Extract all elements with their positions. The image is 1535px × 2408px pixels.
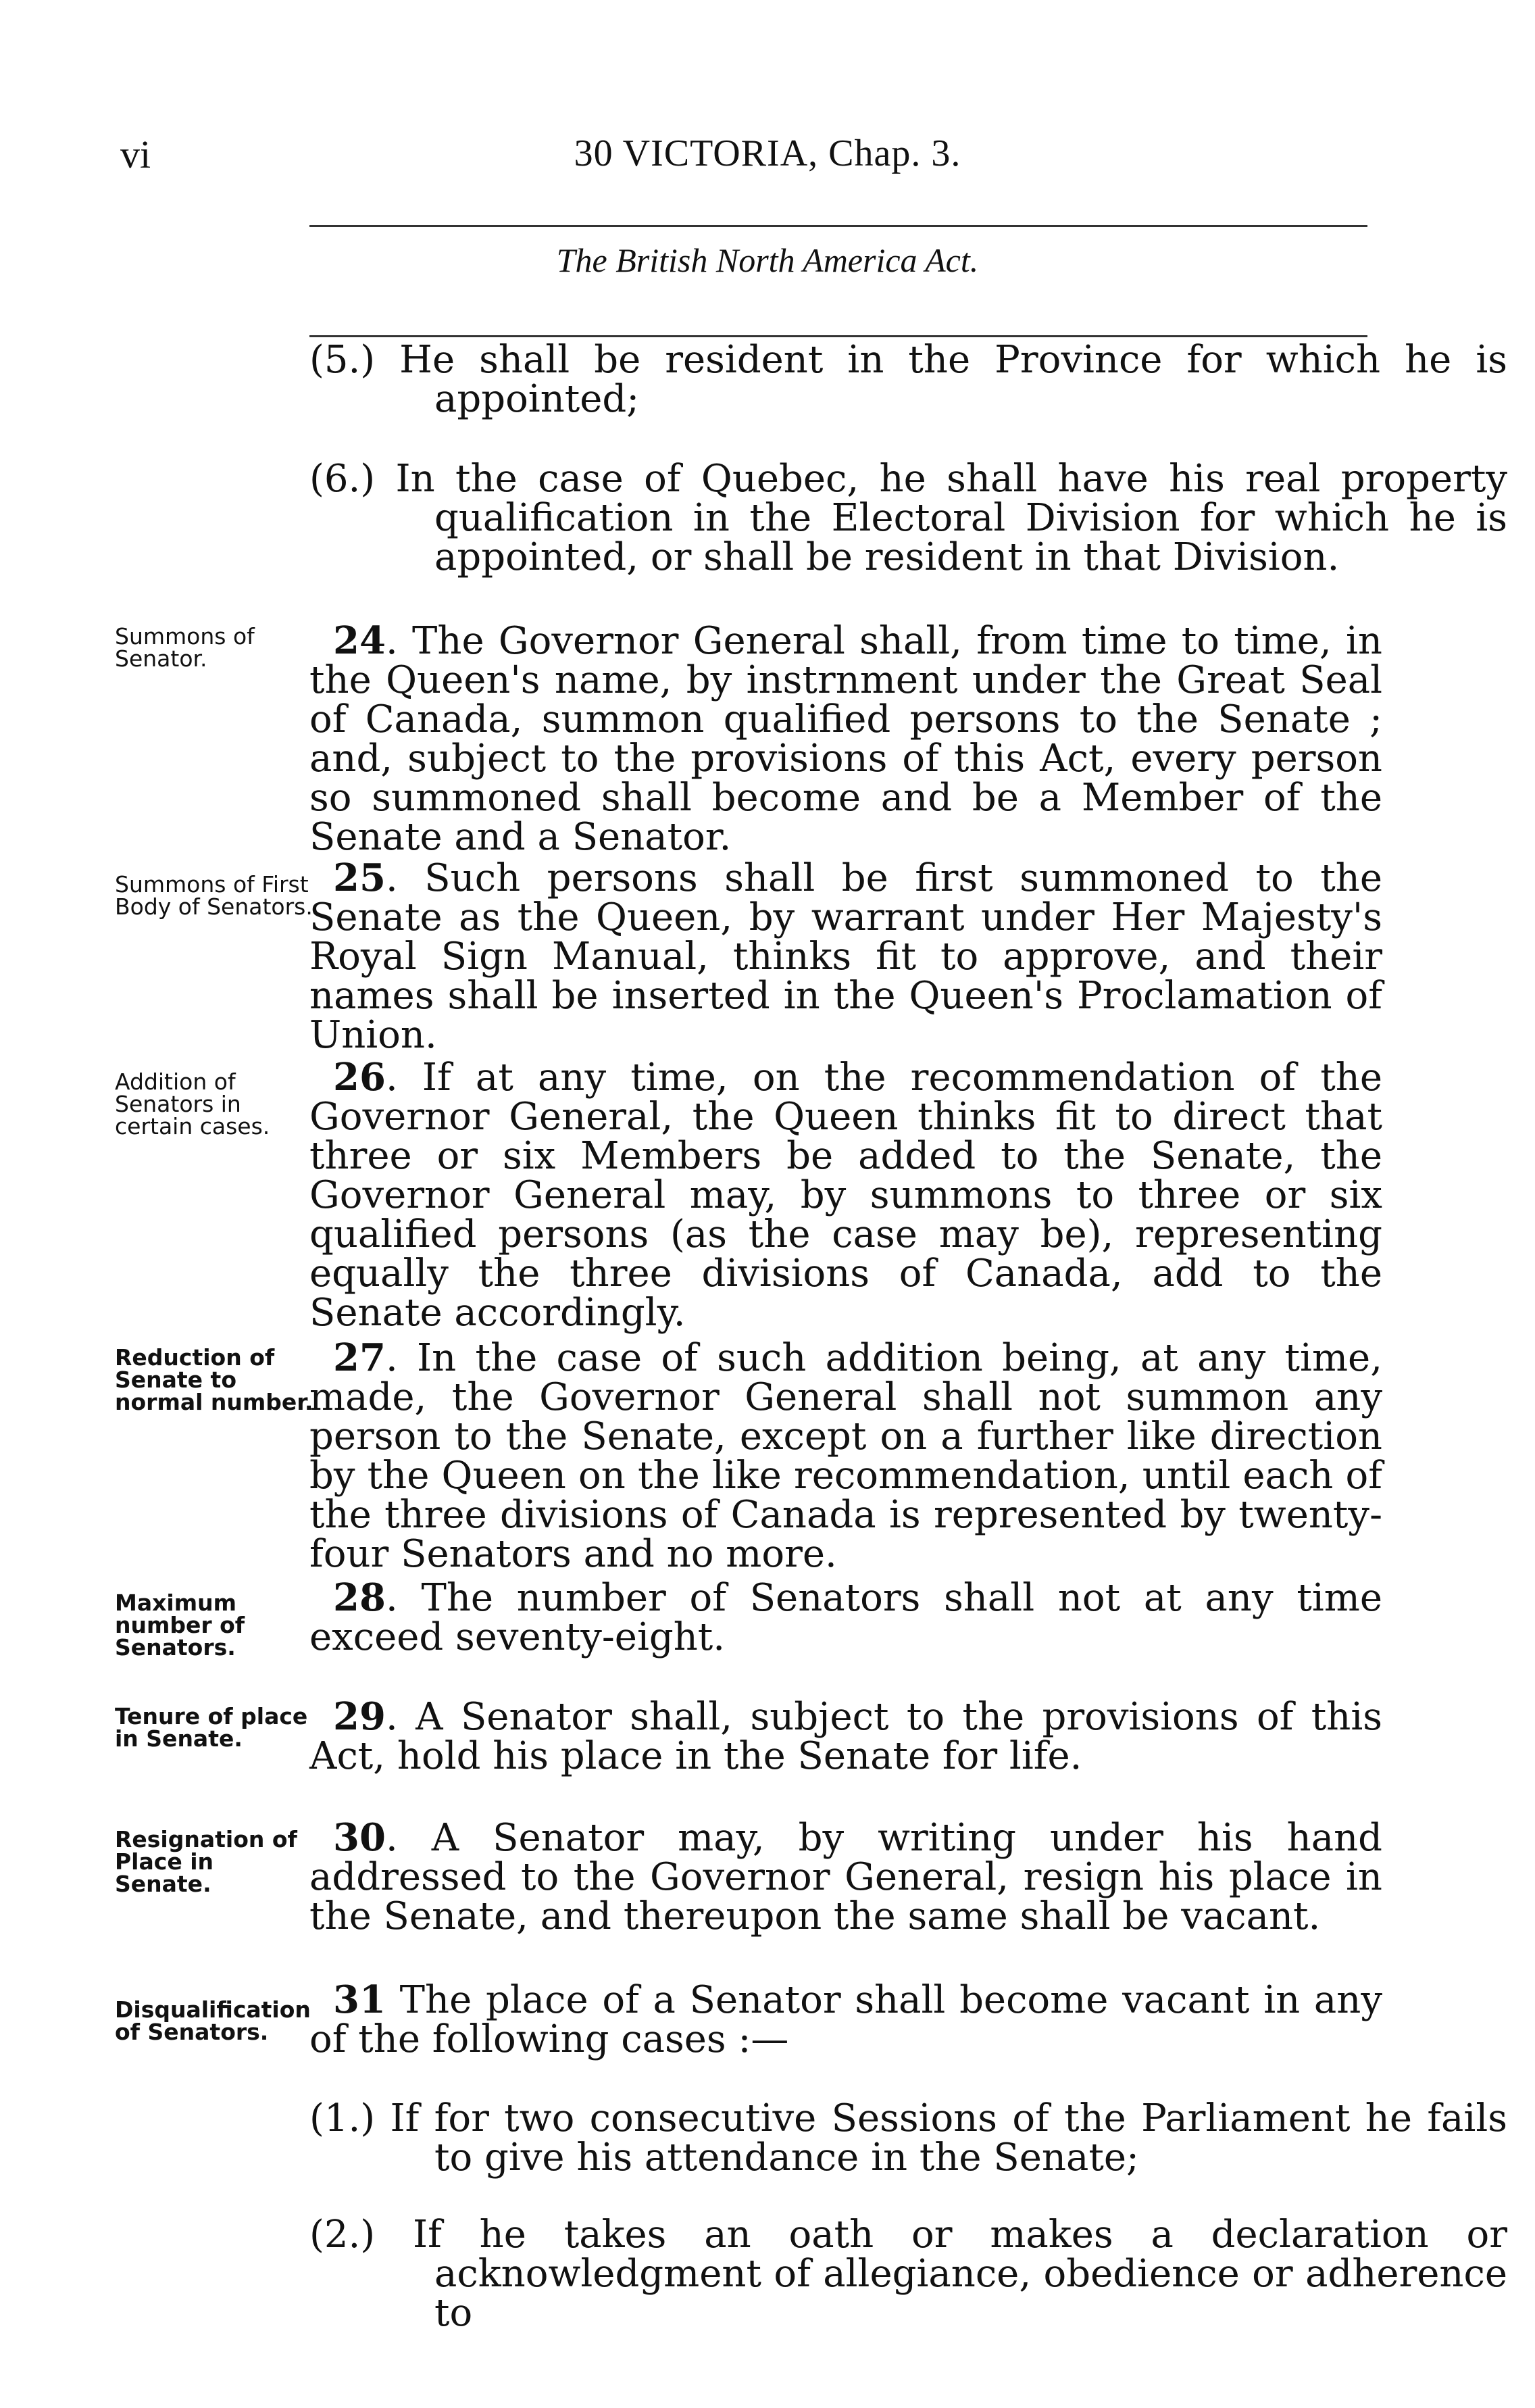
section-25 <box>309 858 1382 1055</box>
section-27 <box>309 1335 1382 1576</box>
running-head: 30 VICTORIA, Chap. 3. <box>574 132 961 174</box>
section-text: The Governor General shall, from time to time, in the Queen's name, by instrnment under the Great Seal of Canada, summon qualified persons to the Senate ; and, subject to the provisions of this Act, every person so summoned shall become and be a Member of the Senate and a Senator. <box>309 619 1382 859</box>
margin-note-31: Disqualification of Senators. <box>115 1996 311 2045</box>
clause-item-1 <box>309 2096 1507 2180</box>
header-rule-bottom <box>309 335 1367 337</box>
margin-note-24: Summons of Senator. <box>115 623 255 672</box>
section-26 <box>309 1055 1382 1335</box>
page-number: vi <box>120 132 151 176</box>
section-30 <box>309 1815 1382 1938</box>
clause-text: If for two consecutive Sessions of the Parliament he fails to give his attendance in the Senate; <box>390 2096 1507 2180</box>
section-number: 25 <box>333 856 386 900</box>
section-number-separator: . <box>385 1576 398 1620</box>
margin-note-26: Addition of Senators in certain cases. <box>115 1068 270 1139</box>
section-number-separator: . <box>385 856 398 900</box>
clause-text: If he takes an oath or makes a declaration or acknowledgment of allegiance, obedience or adherence to <box>412 2213 1507 2335</box>
header-rule-top <box>309 225 1367 227</box>
section-number: 31 <box>333 1977 386 2022</box>
clause-number: (1.) <box>309 2096 376 2140</box>
clause-text: He shall be resident in the Province for which he is appointed; <box>399 338 1507 421</box>
clause-number: (2.) <box>309 2213 376 2257</box>
clause-item-5 <box>309 338 1507 421</box>
margin-note-25: Summons of First Body of Senators. <box>115 871 313 920</box>
section-number-separator: . <box>385 1056 398 1100</box>
section-text: A Senator shall, subject to the provisions of this Act, hold his place in the Senate for life. <box>309 1695 1382 1778</box>
section-number-separator: . <box>385 1336 398 1380</box>
section-number: 26 <box>333 1055 386 1100</box>
section-number: 28 <box>333 1575 386 1620</box>
margin-note-30: Resignation of Place in Senate. <box>115 1826 297 1897</box>
clause-item-6 <box>309 457 1507 579</box>
section-24 <box>309 618 1382 859</box>
section-number-separator: . <box>385 1695 398 1739</box>
section-text: The place of a Senator shall become vacant in any of the following cases :— <box>309 1978 1382 2061</box>
margin-note-27: Reduction of Senate to normal number. <box>115 1344 313 1415</box>
margin-note-29: Tenure of place in Senate. <box>115 1703 308 1752</box>
section-number: 24 <box>333 618 386 663</box>
section-text: If at any time, on the recommendation of the Governor General, the Queen thinks fit to direct that three or six Members be added to the Senate, the Governor General may, by summons to three or six qualified persons (as the case may be), representing equally the three divisions of Canada, add to the Senate accordingly. <box>309 1056 1382 1335</box>
act-title: The British North America Act. <box>556 241 979 279</box>
section-text: Such persons shall be first summoned to the Senate as the Queen, by warrant under Her Majesty's Royal Sign Manual, thinks fit to approve, and their names shall be inserted in the Queen's Proclamation of Union. <box>309 856 1382 1057</box>
section-31 <box>309 1977 1382 2061</box>
section-text: The number of Senators shall not at any time exceed seventy-eight. <box>309 1576 1382 1659</box>
margin-note-28: Maximum number of Senators. <box>115 1590 245 1661</box>
clause-number: (6.) <box>309 457 376 501</box>
section-number-separator: . <box>385 1816 398 1860</box>
section-number-separator: . <box>385 619 398 663</box>
section-28 <box>309 1575 1382 1659</box>
section-number: 29 <box>333 1694 386 1739</box>
section-text: A Senator may, by writing under his hand addressed to the Governor General, resign his place in the Senate, and thereupon the same shall be vacant. <box>309 1816 1382 1938</box>
section-text: In the case of such addition being, at any time, made, the Governor General shall not summon any person to the Senate, except on a further like direction by the Queen on the like recommendation, until each of the three divisions of Canada is represented by twenty-four Senators and no more. <box>309 1336 1382 1576</box>
section-29 <box>309 1694 1382 1778</box>
section-number: 30 <box>333 1815 386 1860</box>
clause-number: (5.) <box>309 338 376 382</box>
clause-text: In the case of Quebec, he shall have his real property qualification in the Electoral Division for which he is appointed, or shall be resident in that Division. <box>395 457 1507 579</box>
clause-item-2 <box>309 2215 1507 2333</box>
section-number: 27 <box>333 1335 386 1380</box>
